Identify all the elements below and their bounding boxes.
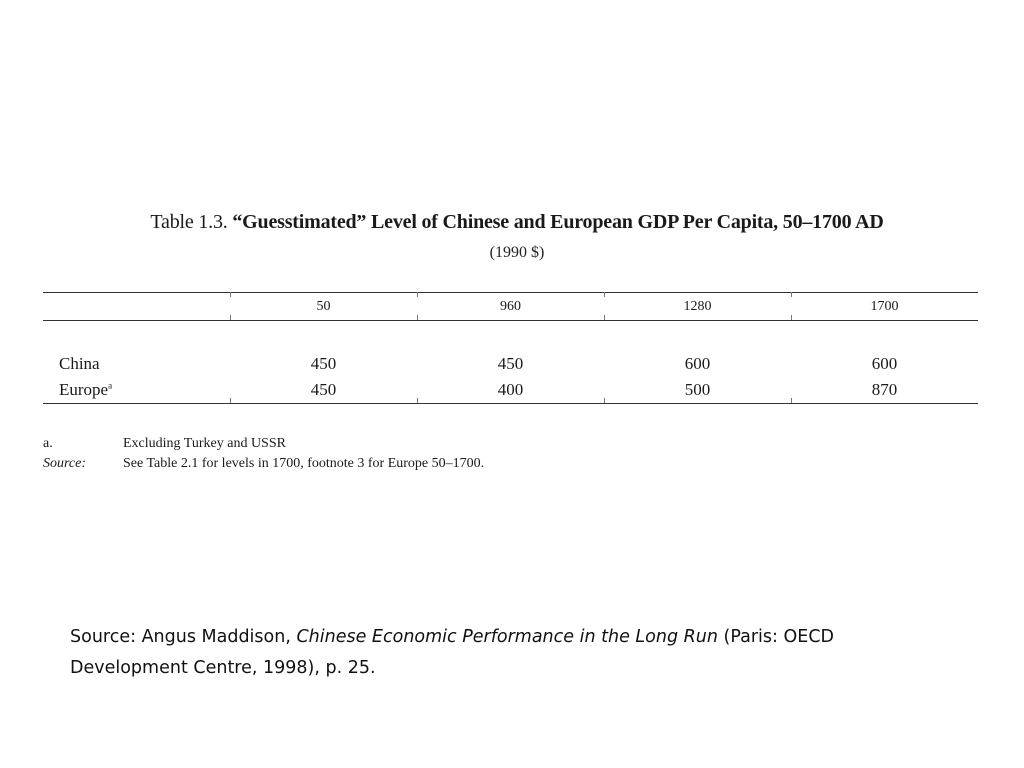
citation-book-title: Chinese Economic Performance in the Long Run (296, 627, 718, 647)
row-label-europe (43, 377, 230, 403)
table-notes (43, 434, 484, 474)
citation-suffix: (Paris: OECD Development Centre, 1998), p. 25. (70, 627, 835, 678)
table-cell: 600 (871, 354, 898, 373)
citation-prefix: Source: Angus Maddison, (70, 627, 297, 647)
table-spacer-row (43, 321, 978, 351)
table-row (43, 351, 978, 377)
note-key: Source: (43, 456, 87, 471)
table-bottom-rule (43, 403, 978, 404)
column-header-year: 50 (316, 298, 331, 314)
table-cell: 400 (497, 380, 524, 399)
note-text: Excluding Turkey and USSR (123, 436, 286, 451)
note-text: See Table 2.1 for levels in 1700, footnote 3 for Europe 50–1700. (123, 456, 485, 471)
table-row (43, 377, 978, 403)
table-cell: 450 (310, 354, 337, 373)
note-line (43, 434, 484, 454)
column-header-year: 1280 (683, 298, 712, 314)
table-cell: 500 (684, 380, 711, 399)
table-cell: 870 (871, 380, 898, 399)
column-header-label (43, 292, 230, 321)
row-label-text: Europe (59, 380, 109, 399)
column-header-year: 960 (500, 298, 521, 314)
table-title-text: “Guesstimated” Level of Chinese and European GDP Per Capita, 50–1700 AD (232, 211, 884, 233)
table-cell: 450 (497, 354, 524, 373)
table-header-row (43, 292, 978, 321)
table-subtitle: (1990 $) (489, 244, 545, 261)
column-header-year: 1700 (870, 298, 899, 314)
row-label-china: China (59, 354, 100, 373)
slide-source-citation (70, 622, 950, 684)
table-title (0, 211, 1024, 234)
note-line (43, 454, 484, 474)
gdp-table (43, 292, 978, 403)
footnote-marker: a (108, 380, 113, 391)
table-cell: 600 (684, 354, 711, 373)
table-number: Table 1.3. (150, 211, 228, 233)
table-cell: 450 (310, 380, 337, 399)
note-key: a. (43, 436, 53, 451)
